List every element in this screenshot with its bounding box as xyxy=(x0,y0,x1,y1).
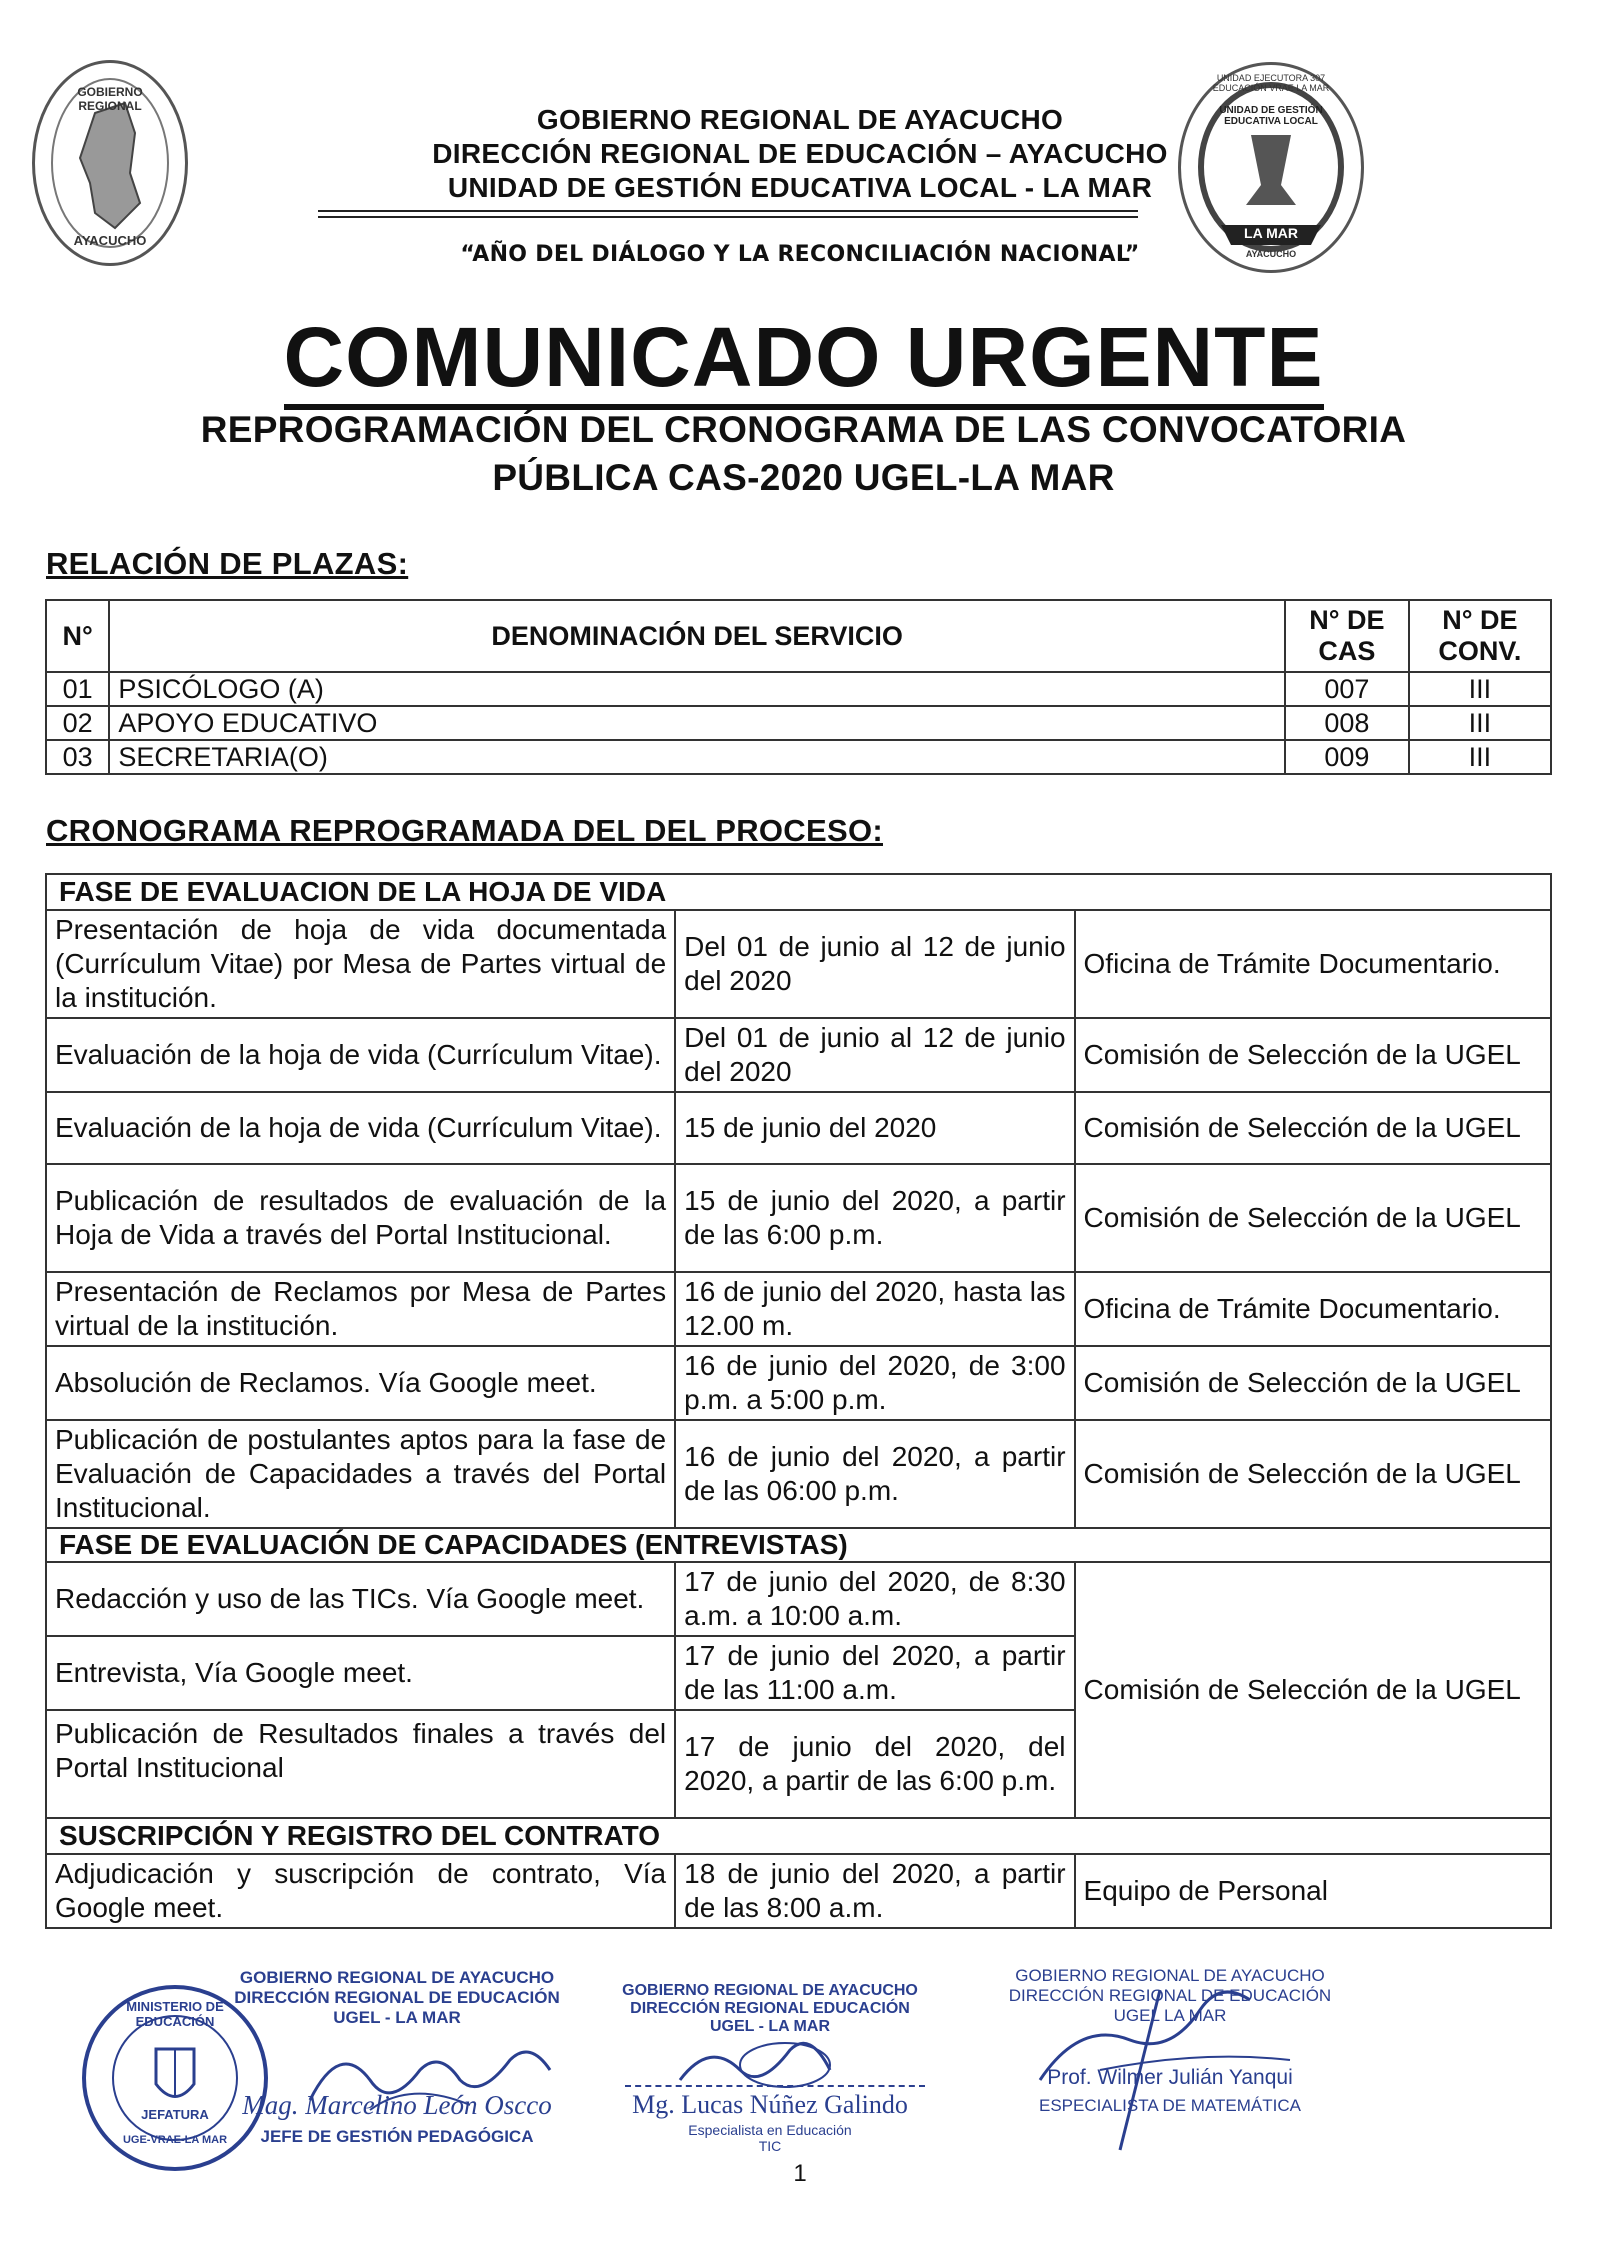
sig2-org-1: GOBIERNO REGIONAL DE AYACUCHO xyxy=(622,1982,918,1999)
sig2-org-2: DIRECCIÓN REGIONAL EDUCACIÓN xyxy=(630,2000,910,2017)
activity-cell: Redacción y uso de las TICs. Vía Google meet. xyxy=(46,1562,675,1636)
activity-cell: Evaluación de la hoja de vida (Currículum Vitae). xyxy=(46,1092,675,1164)
responsible-cell: Comisión de Selección de la UGEL xyxy=(1075,1346,1551,1420)
header-line-2: DIRECCIÓN REGIONAL DE EDUCACIÓN – AYACUCHO xyxy=(432,138,1168,169)
table-row xyxy=(46,1420,1551,1528)
plaza-service: PSICÓLOGO (A) xyxy=(109,672,1285,706)
table-row xyxy=(46,706,1551,740)
activity-cell: Publicación de Resultados finales a través del Portal Institucional xyxy=(46,1710,675,1818)
header-line-3: UNIDAD DE GESTIÓN EDUCATIVA LOCAL - LA MAR xyxy=(447,172,1153,203)
plaza-conv: III xyxy=(1409,740,1551,774)
table-row xyxy=(46,1018,1551,1092)
phase-2-title: FASE DE EVALUACIÓN DE CAPACIDADES (ENTREVISTAS) xyxy=(46,1528,1551,1562)
subtitle-line-2: PÚBLICA CAS-2020 UGEL-LA MAR xyxy=(492,457,1115,498)
sig3-signature xyxy=(1000,1960,1340,2160)
header-rule-2 xyxy=(318,216,1138,218)
sig3-role: ESPECIALISTA DE MATEMÁTICA xyxy=(1039,2096,1301,2115)
table-row xyxy=(46,1092,1551,1164)
date-cell: 15 de junio del 2020 xyxy=(675,1092,1074,1164)
date-cell: 17 de junio del 2020, a partir de las 11:00 a.m. xyxy=(675,1636,1074,1710)
plaza-service: APOYO EDUCATIVO xyxy=(109,706,1285,740)
date-cell: 17 de junio del 2020, del 2020, a partir de las 6:00 p.m. xyxy=(675,1710,1074,1818)
date-cell: 16 de junio del 2020, hasta las 12.00 m. xyxy=(675,1272,1074,1346)
sig3-name: Prof. Wilmer Julián Yanqui xyxy=(1047,2066,1293,2089)
right-seal-bottom-text: AYACUCHO xyxy=(1245,249,1297,259)
plazas-col-conv xyxy=(1409,600,1551,672)
cas-header-line1: N° DE xyxy=(1309,605,1385,635)
sig3-org-3: UGEL LA MAR xyxy=(1113,2006,1227,2025)
plaza-conv: III xyxy=(1409,672,1551,706)
sig2-role-2: TIC xyxy=(758,2138,782,2154)
ministry-seal-bottom: UGE-VRAE-LA MAR xyxy=(122,2134,228,2146)
responsible-cell: Comisión de Selección de la UGEL xyxy=(1075,1562,1551,1818)
right-seal-ring-text: UNIDAD DE GESTIÓN EDUCATIVA LOCAL xyxy=(1219,105,1323,127)
plazas-table xyxy=(45,599,1552,775)
cronograma-heading: CRONOGRAMA REPROGRAMADA DEL DEL PROCESO: xyxy=(46,813,883,848)
cas-header-line2: CAS xyxy=(1318,636,1376,666)
date-cell: 17 de junio del 2020, de 8:30 a.m. a 10:00 a.m. xyxy=(675,1562,1074,1636)
responsible-cell: Equipo de Personal xyxy=(1075,1854,1551,1928)
plazas-col-service: DENOMINACIÓN DEL SERVICIO xyxy=(109,600,1285,672)
plazas-header-row xyxy=(46,600,1551,672)
header-motto: “AÑO DEL DIÁLOGO Y LA RECONCILIACIÓN NACIONAL” xyxy=(460,242,1140,267)
activity-cell: Publicación de resultados de evaluación de la Hoja de Vida a través del Portal Institucional. xyxy=(46,1164,675,1272)
activity-cell: Presentación de Reclamos por Mesa de Partes virtual de la institución. xyxy=(46,1272,675,1346)
header-rule-1 xyxy=(318,210,1138,212)
responsible-cell: Comisión de Selección de la UGEL xyxy=(1075,1420,1551,1528)
plazas-col-num: N° xyxy=(46,600,109,672)
sig2-line xyxy=(625,2085,925,2087)
sig2-name: Mg. Lucas Núñez Galindo xyxy=(632,2090,908,2119)
sig1-role: JEFE DE GESTIÓN PEDAGÓGICA xyxy=(260,2127,534,2146)
activity-cell: Adjudicación y suscripción de contrato, Vía Google meet. xyxy=(46,1854,675,1928)
phase-row xyxy=(46,1528,1551,1562)
plaza-cas: 007 xyxy=(1285,672,1409,706)
responsible-cell: Comisión de Selección de la UGEL xyxy=(1075,1018,1551,1092)
right-seal-banner: LA MAR xyxy=(1244,225,1298,241)
sig1-org-1: GOBIERNO REGIONAL DE AYACUCHO xyxy=(239,1968,555,1987)
phase-3-title: SUSCRIPCIÓN Y REGISTRO DEL CONTRATO xyxy=(46,1818,1551,1854)
cronograma-table xyxy=(45,873,1552,1929)
ugel-la-mar-seal xyxy=(1178,62,1364,273)
phase-row xyxy=(46,874,1551,910)
sig3-org-2: DIRECCIÓN REGIONAL DE EDUCACIÓN xyxy=(1008,1986,1332,2005)
date-cell: 16 de junio del 2020, de 3:00 p.m. a 5:00 p.m. xyxy=(675,1346,1074,1420)
responsible-cell: Comisión de Selección de la UGEL xyxy=(1075,1092,1551,1164)
phase-1-title: FASE DE EVALUACION DE LA HOJA DE VIDA xyxy=(46,874,1551,910)
responsible-cell: Oficina de Trámite Documentario. xyxy=(1075,1272,1551,1346)
right-seal-top-text: UNIDAD EJECUTORA 307 EDUCACIÓN VRAE LA MAR xyxy=(1212,73,1330,93)
subtitle-line-1: REPROGRAMACIÓN DEL CRONOGRAMA DE LAS CONVOCATORIA xyxy=(200,409,1407,450)
left-seal-top-text: GOBIERNO REGIONAL xyxy=(77,85,143,113)
table-row xyxy=(46,1164,1551,1272)
activity-cell: Entrevista, Vía Google meet. xyxy=(46,1636,675,1710)
page-number: 1 xyxy=(793,2160,807,2187)
activity-cell: Absolución de Reclamos. Vía Google meet. xyxy=(46,1346,675,1420)
conv-header-line2: CONV. xyxy=(1438,636,1522,666)
left-seal-bottom-text: AYACUCHO xyxy=(73,233,147,248)
header-line-1: GOBIERNO REGIONAL DE AYACUCHO xyxy=(536,104,1064,135)
date-cell: Del 01 de junio al 12 de junio del 2020 xyxy=(675,1018,1074,1092)
table-row xyxy=(46,672,1551,706)
table-row xyxy=(46,1272,1551,1346)
sig1-name: Mag. Marcelino León Oscco xyxy=(242,2090,552,2120)
table-row xyxy=(46,1854,1551,1928)
plaza-num: 02 xyxy=(46,706,109,740)
sig3-org-1: GOBIERNO REGIONAL DE AYACUCHO xyxy=(1015,1966,1325,1985)
conv-header-line1: N° DE xyxy=(1442,605,1518,635)
plaza-service: SECRETARIA(O) xyxy=(109,740,1285,774)
date-cell: 18 de junio del 2020, a partir de las 8:00 a.m. xyxy=(675,1854,1074,1928)
table-row xyxy=(46,1346,1551,1420)
phase-row xyxy=(46,1818,1551,1854)
page-title xyxy=(0,312,1607,402)
plazas-col-cas xyxy=(1285,600,1409,672)
sig2-org-3: UGEL - LA MAR xyxy=(710,2018,830,2035)
date-cell: 16 de junio del 2020, a partir de las 06:00 p.m. xyxy=(675,1420,1074,1528)
plaza-num: 03 xyxy=(46,740,109,774)
ministry-seal-center: JEFATURA xyxy=(141,2107,209,2122)
date-cell: 15 de junio del 2020, a partir de las 6:00 p.m. xyxy=(675,1164,1074,1272)
page-title-text: COMUNICADO URGENTE xyxy=(284,310,1324,410)
sig1-org-3: UGEL - LA MAR xyxy=(333,2008,461,2027)
plazas-heading: RELACIÓN DE PLAZAS: xyxy=(46,546,409,581)
table-row xyxy=(46,910,1551,1018)
sig2-role-1: Especialista en Educación xyxy=(688,2122,852,2138)
plaza-cas: 009 xyxy=(1285,740,1409,774)
activity-cell: Evaluación de la hoja de vida (Currículum Vitae). xyxy=(46,1018,675,1092)
sig1-org-2: DIRECCIÓN REGIONAL DE EDUCACIÓN xyxy=(234,1988,560,2007)
regional-government-seal xyxy=(32,60,188,266)
ministry-seal-ring-text: MINISTERIO DE EDUCACIÓN xyxy=(126,1999,224,2029)
responsible-cell: Oficina de Trámite Documentario. xyxy=(1075,910,1551,1018)
responsible-cell: Comisión de Selección de la UGEL xyxy=(1075,1164,1551,1272)
plaza-conv: III xyxy=(1409,706,1551,740)
activity-cell: Publicación de postulantes aptos para la fase de Evaluación de Capacidades a través del Portal Institucional. xyxy=(46,1420,675,1528)
date-cell: Del 01 de junio al 12 de junio del 2020 xyxy=(675,910,1074,1018)
table-row xyxy=(46,740,1551,774)
plaza-num: 01 xyxy=(46,672,109,706)
plaza-cas: 008 xyxy=(1285,706,1409,740)
table-row xyxy=(46,1562,1551,1636)
activity-cell: Presentación de hoja de vida documentada (Currículum Vitae) por Mesa de Partes virtual de la institución. xyxy=(46,910,675,1018)
